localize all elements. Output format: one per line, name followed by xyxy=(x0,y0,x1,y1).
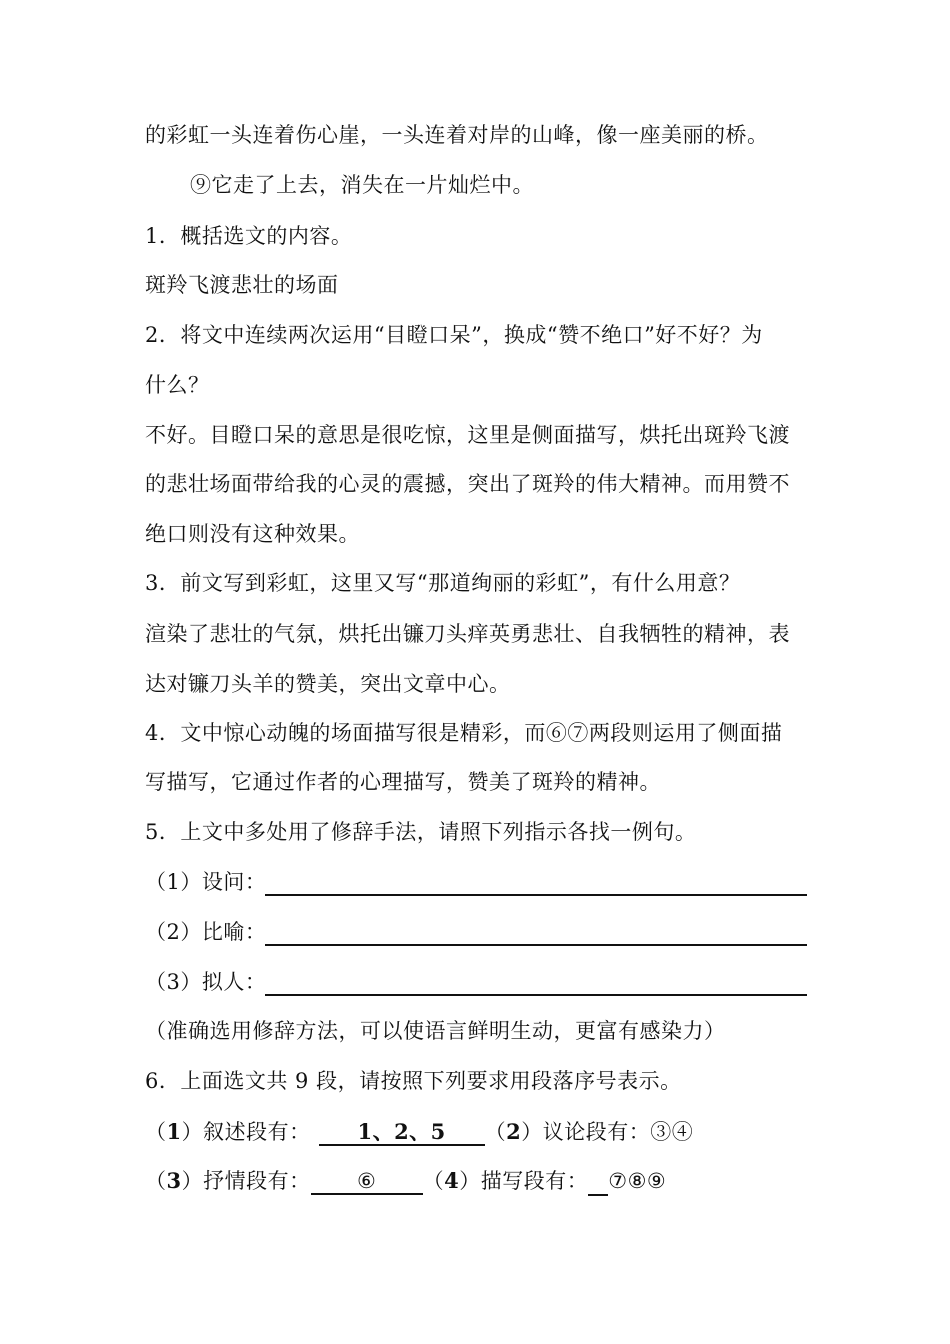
q6-part-3-label: ）抒情段有： xyxy=(181,1169,311,1193)
q5-item-3-answer-blank[interactable] xyxy=(265,994,807,996)
q6-part-1-answer[interactable]: 1、2、5 xyxy=(319,1120,485,1146)
q6-part-1-open: （ xyxy=(145,1120,167,1144)
q5-item-2-answer-blank[interactable] xyxy=(265,944,807,946)
q6-question: 6．上面选文共 9 段，请按照下列要求用段落序号表示。 xyxy=(145,1069,682,1093)
passage-line-2: ⑨它走了上去，消失在一片灿烂中。 xyxy=(190,173,534,197)
q2-question-line-2: 什么？ xyxy=(145,373,210,397)
q6-part-1-label: ）叙述段有： xyxy=(181,1120,311,1144)
q5-item-2-label: （2）比喻： xyxy=(145,920,267,944)
q6-part-4-answer: ⑦⑧⑨ xyxy=(608,1169,667,1193)
q6-part-1-2-row xyxy=(145,1117,693,1147)
q2-answer-line-1: 不好。目瞪口呆的意思是很吃惊，这里是侧面描写，烘托出斑羚飞渡 xyxy=(145,423,790,447)
q1-answer: 斑羚飞渡悲壮的场面 xyxy=(145,273,339,297)
q3-answer-line-2: 达对镰刀头羊的赞美，突出文章中心。 xyxy=(145,672,511,696)
q6-part-3-4-row xyxy=(145,1166,666,1196)
q6-part-3-answer[interactable]: ⑥ xyxy=(311,1169,423,1195)
q5-note: （准确选用修辞方法，可以使语言鲜明生动，更富有感染力） xyxy=(145,1019,726,1043)
q6-part-4-blank-lead[interactable] xyxy=(588,1172,608,1196)
q6-part-4-label: ）描写段有： xyxy=(459,1169,589,1193)
q4-line-1: 4．文中惊心动魄的场面描写很是精彩，而⑥⑦两段则运用了侧面描 xyxy=(145,721,783,745)
passage-line-1: 的彩虹一头连着伤心崖，一头连着对岸的山峰，像一座美丽的桥。 xyxy=(145,123,769,147)
q1-question: 1．概括选文的内容。 xyxy=(145,224,353,248)
q6-part-2-number: 2 xyxy=(506,1119,522,1144)
q6-part-3-number: 3 xyxy=(166,1168,182,1193)
q6-part-4-open: （ xyxy=(422,1169,445,1193)
q6-part-2-label: ）议论段有：③④ xyxy=(521,1120,694,1144)
q2-answer-line-2: 的悲壮场面带给我的心灵的震撼，突出了斑羚的伟大精神。而用赞不 xyxy=(145,472,790,496)
q5-question: 5．上文中多处用了修辞手法，请照下列指示各找一例句。 xyxy=(145,820,697,844)
q2-answer-line-3: 绝口则没有这种效果。 xyxy=(145,522,360,546)
q3-answer-line-1: 渲染了悲壮的气氛，烘托出镰刀头痒英勇悲壮、自我牺牲的精神，表 xyxy=(145,622,790,646)
q6-part-1-number: 1 xyxy=(166,1119,182,1144)
q5-item-1-label: （1）设问： xyxy=(145,870,267,894)
q5-item-1-answer-blank[interactable] xyxy=(265,894,807,896)
q6-part-2-open: （ xyxy=(484,1120,507,1144)
q6-part-4-number: 4 xyxy=(444,1168,460,1193)
q2-question-line-1: 2．将文中连续两次运用“目瞪口呆”，换成“赞不绝口”好不好？为 xyxy=(145,323,763,347)
q5-item-3-label: （3）拟人： xyxy=(145,970,267,994)
q6-part-3-open: （ xyxy=(145,1169,167,1193)
q4-line-2: 写描写，它通过作者的心理描写，赞美了斑羚的精神。 xyxy=(145,770,661,794)
q3-question: 3．前文写到彩虹，这里又写“那道绚丽的彩虹”，有什么用意？ xyxy=(145,571,741,595)
